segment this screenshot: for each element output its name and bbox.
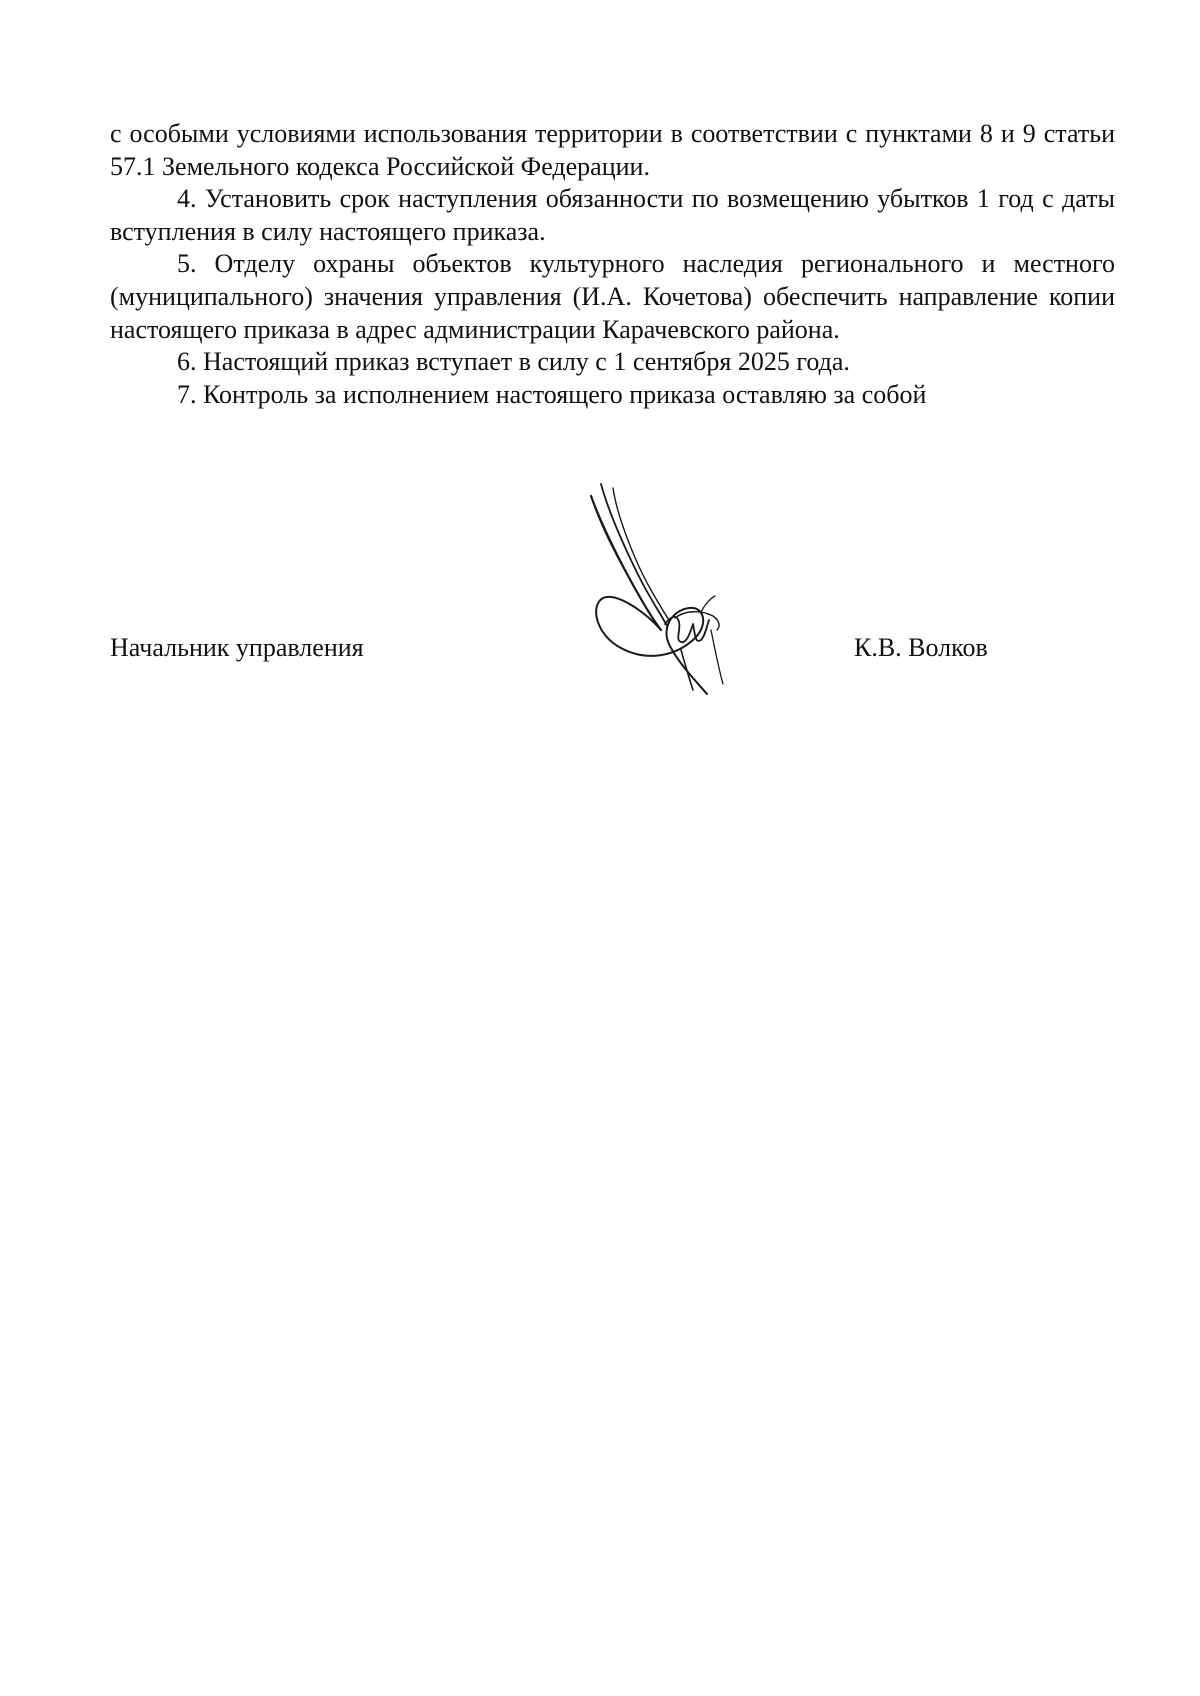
paragraph-item-7: 7. Контроль за исполнением настоящего приказа оставляю за собой [177, 379, 927, 409]
handwritten-signature [525, 480, 785, 720]
paragraph-item-5: 5. Отделу охраны объектов культурного наследия регионального и местного (муниципального) значения управления (И.А. Кочетова) обеспечить направление копии настоящего приказа в адрес администрации Карачевского района. [110, 249, 1115, 344]
paragraph-continuation: с особыми условиями использования территории в соответствии с пунктами 8 и 9 статьи 57.1 Земельного кодекса Российской Федерации. [110, 119, 1115, 181]
signatory-position: Начальник управления [110, 633, 364, 662]
paragraph-item-4: 4. Установить срок наступления обязанности по возмещению убытков 1 год с даты вступления в силу настоящего приказа. [110, 184, 1115, 246]
signatory-name: К.В. Волков [854, 633, 988, 662]
signature-block [110, 480, 1115, 720]
document-body [110, 118, 1115, 411]
paragraph-item-6: 6. Настоящий приказ вступает в силу с 1 сентября 2025 года. [177, 347, 850, 377]
